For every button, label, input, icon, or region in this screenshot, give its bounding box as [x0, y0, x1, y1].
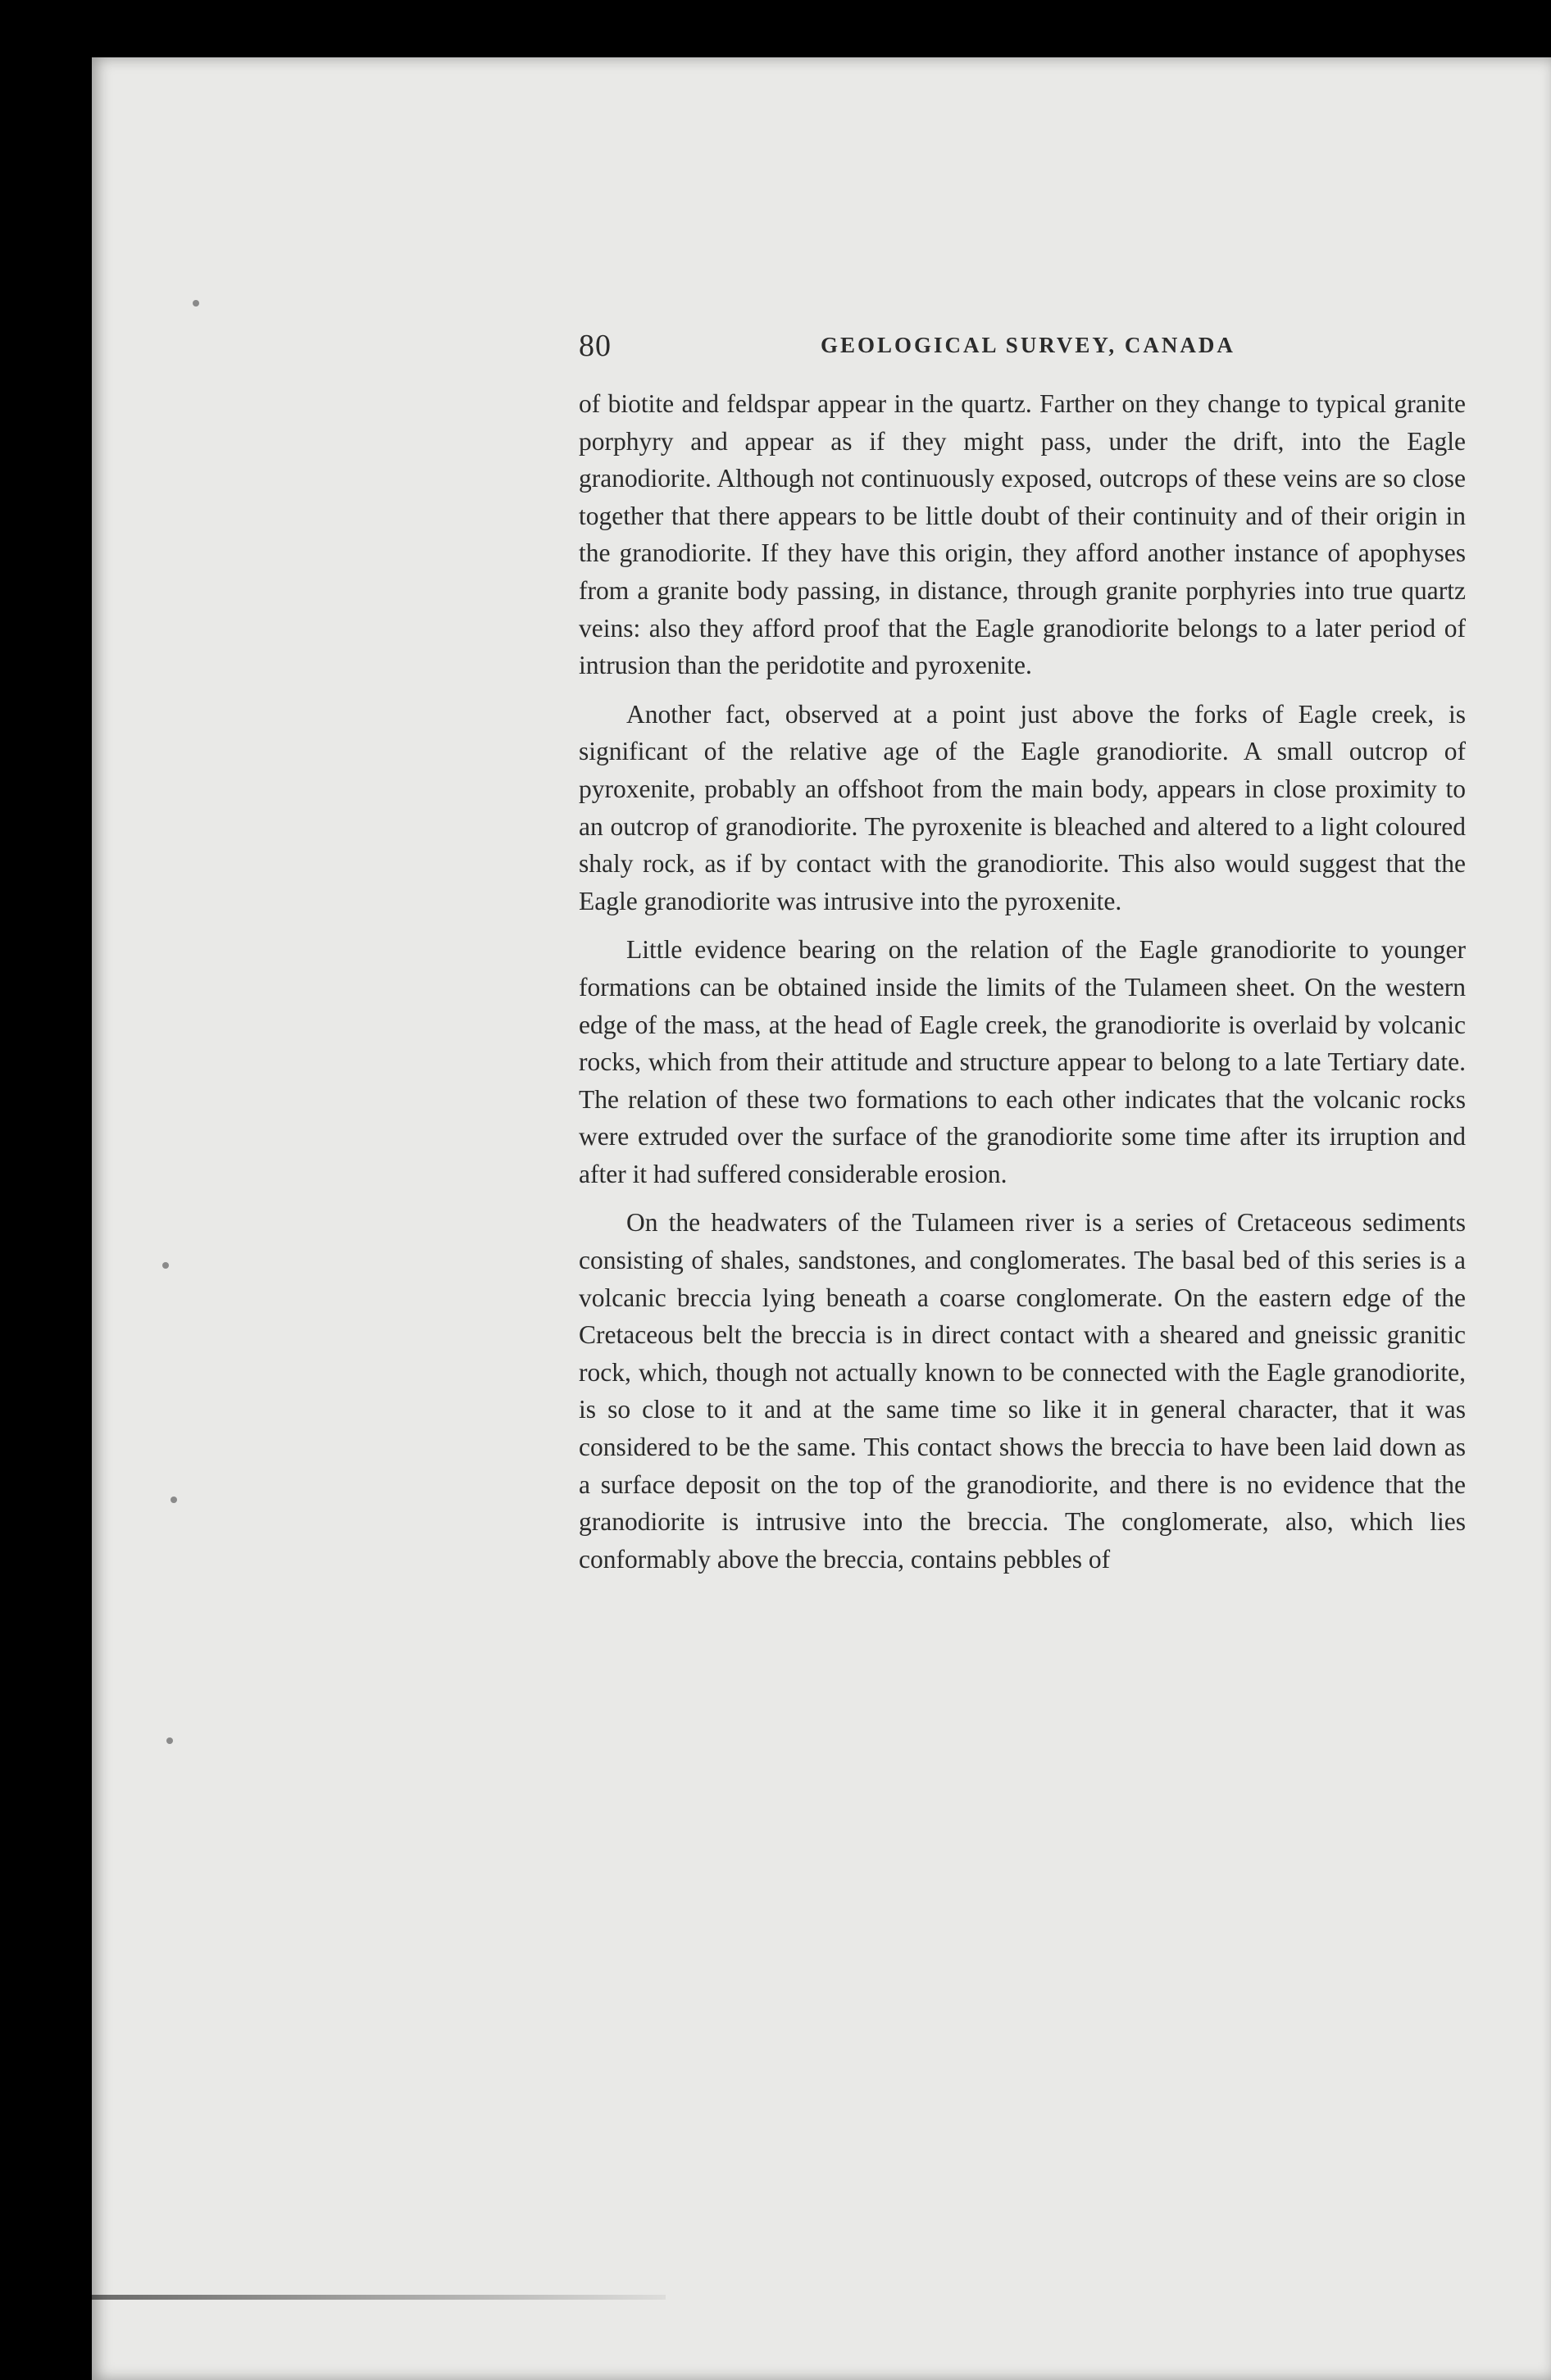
running-head: GEOLOGICAL SURVEY, CANADA: [821, 333, 1235, 357]
paragraph: Another fact, observed at a point just above the forks of Eagle creek, is significant of the relative age of the Eagle granodiorite. A small outcrop of pyroxenite, probably an offshoot from the main body, appears in close proximity to an outcrop of granodiorite. The pyroxenite is bleached and altered to a light coloured shaly rock, as if by contact with the granodiorite. This also would suggest that the Eagle granodiorite was intrusive into the pyroxenite.: [579, 699, 1466, 915]
page-number: 80: [579, 329, 612, 363]
paragraph: On the headwaters of the Tulameen river is a series of Cretaceous sediments consisting of shales, sandstones, and conglomerates. The basal bed of this series is a volcanic breccia lying beneath a coarse conglomerate. On the eastern edge of the Cretaceous belt the breccia is in direct contact with a sheared and gneissic granitic rock, which, though not actually known to be connected with the Eagle granodiorite, is so close to it and at the same time so like it in general character, that it was considered to be the same. This contact shows the breccia to have been laid down as a surface deposit on the top of the granodiorite, and there is no evidence that the granodiorite is intrusive into the breccia. The conglomerate, also, which lies conformably above the breccia, contains pebbles of: [579, 1208, 1466, 1574]
scan-speck: [171, 1497, 177, 1503]
scan-speck: [162, 1262, 169, 1269]
page-header: [579, 328, 1500, 361]
page-bottom-shadow: [92, 2295, 666, 2300]
body-text: [579, 385, 1466, 1589]
paragraph: Little evidence bearing on the relation of the Eagle granodiorite to younger formations can be obtained inside the limits of the Tulameen sheet. On the western edge of the mass, at the head of Eagle creek, the granodiorite is overlaid by volcanic rocks, which from their attitude and structure appear to belong to a late Tertiary date. The relation of these two formations to each other indicates that the volcanic rocks were extruded over the surface of the granodiorite some time after its irruption and after it had suffered considerable erosion.: [579, 935, 1466, 1188]
scan-speck: [166, 1737, 173, 1744]
scan-speck: [193, 300, 199, 307]
paragraph: of biotite and feldspar appear in the quartz. Farther on they change to typical granite porphyry and appear as if they might pass, under the drift, into the Eagle granodiorite. Although not continuously exposed, outcrops of these veins are so close together that there appears to be little doubt of their continuity and of their origin in the granodiorite. If they have this origin, they afford another instance of apophyses from a granite body passing, in distance, through granite porphyries into true quartz veins: also they afford proof that the Eagle granodiorite belongs to a later period of intrusion than the peridotite and pyroxenite.: [579, 389, 1466, 680]
